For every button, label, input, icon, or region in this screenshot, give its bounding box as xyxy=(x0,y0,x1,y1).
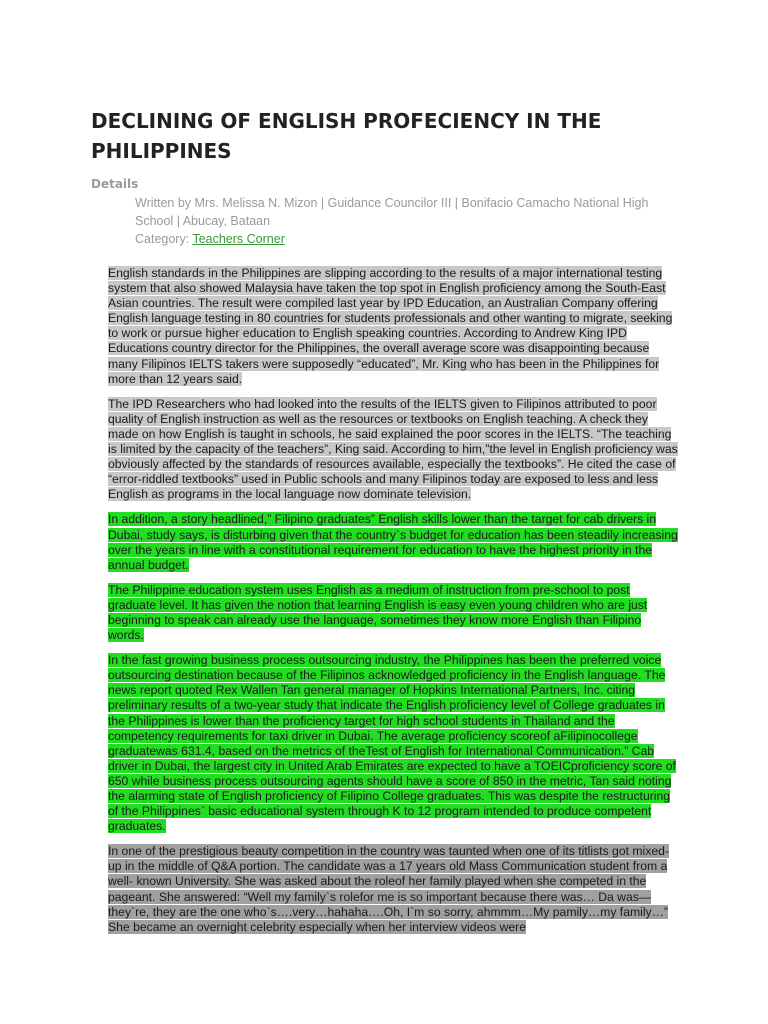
paragraph-3 xyxy=(108,512,678,572)
paragraph-4 xyxy=(108,583,678,643)
paragraph-6 xyxy=(108,844,678,935)
paragraph-1 xyxy=(108,266,678,387)
author-line: Written by Mrs. Melissa N. Mizon | Guidance Councilor III | Bonifacio Camacho National High School | Abucay, Bataan xyxy=(135,196,649,228)
category-link[interactable]: Teachers Corner xyxy=(192,232,285,246)
category-line xyxy=(135,230,675,248)
article-body xyxy=(108,266,678,945)
paragraph-2 xyxy=(108,397,678,503)
paragraph-2-text: The IPD Researchers who had looked into the results of the IELTS given to Filipinos attributed to poor quality of English instruction as well as the resources or textbooks on English teaching. A check they made on how English is taught in schools, he said explained the poor scores in the IELTS. “The teaching is limited by the capacity of the teachers”, King said. According to him,”the level in English proficiency was obviously affected by the standards of resources available, especially the textbooks”. He cited the case of “error-riddled textbooks” used in Public schools and many Filipinos today are exposed to less and less English as programs in the local language now dominate television. xyxy=(108,396,678,502)
details-label: Details xyxy=(91,177,139,191)
paragraph-3-text: In addition, a story headlined,” Filipino graduates” English skills lower than the target for cab drivers in Dubai, study says, is disturbing given that the country`s budget for education has been steadily increasing over the years in line with a constitutional requirement for education to have the highest priority in the annual budget. xyxy=(108,512,678,572)
paragraph-1-text: English standards in the Philippines are slipping according to the results of a major international testing system that also showed Malaysia have taken the top spot in English proficiency among the South-East Asian countries. The result were compiled last year by IPD Education, an Australian Company offering English language testing in 80 countries for students professionals and other wanting to migrate, seeking to work or pursue higher education to English speaking countries. According to Andrew King IPD Educations country director for the Philippines, the overall average score was disappointing because many Filipinos IELTS takers were supposedly “educated”, Mr. King who has been in the Philippines for more than 12 years said. xyxy=(108,266,673,386)
category-label: Category: xyxy=(135,232,193,246)
article-meta xyxy=(135,194,675,248)
paragraph-5 xyxy=(108,653,678,834)
article-title: DECLINING OF ENGLISH PROFECIENCY IN THE PHILIPPINES xyxy=(91,109,602,163)
paragraph-4-text: The Philippine education system uses English as a medium of instruction from pre-school to post graduate level. It has given the notion that learning English is easy even young children who are just beginning to speak can already use the language, sometimes they know more English than Filipino words. xyxy=(108,582,648,643)
paragraph-5-text: In the fast growing business process outsourcing industry, the Philippines has been the preferred voice outsourcing destination because of the Filipinos acknowledged proficiency in the English language. The news report quoted Rex Wallen Tan general manager of Hopkins International Partners, Inc. citing preliminary results of a two-year study that indicate the English proficiency level of College graduates in the Philippines is lower than the proficiency target for high school students in Thailand and the competency requirements for taxi driver in Dubai. The average proficiency scoreof aFilipinocollege graduatewas 631.4, based on the metrics of theTest of English for International Communication.” Cab driver in Dubai, the largest city in United Arab Emirates are expected to have a TOEICproficiency score of 650 while business process outsourcing agents should have a score of 850 in the metric, Tan said noting the alarming state of English proficiency of Filipino College graduates. This was despite the restructuring of the Philippines` basic educational system through K to 12 program intended to produce competent graduates. xyxy=(108,653,676,834)
paragraph-6-text: In one of the prestigious beauty competition in the country was taunted when one of its titlists got mixed-up in the middle of Q&A portion. The candidate was a 17 years old Mass Communication student from a well- known University. She was asked about the roleof her family played when she competed in the pageant. She answered: “Well my family`s rolefor me is so important because there was… Da was—they`re, they are the one who`s….very…hahaha….Oh, I`m so sorry, ahmmm…My pamily…my family…” She became an overnight celebrity especially when her interview videos were xyxy=(108,844,669,934)
